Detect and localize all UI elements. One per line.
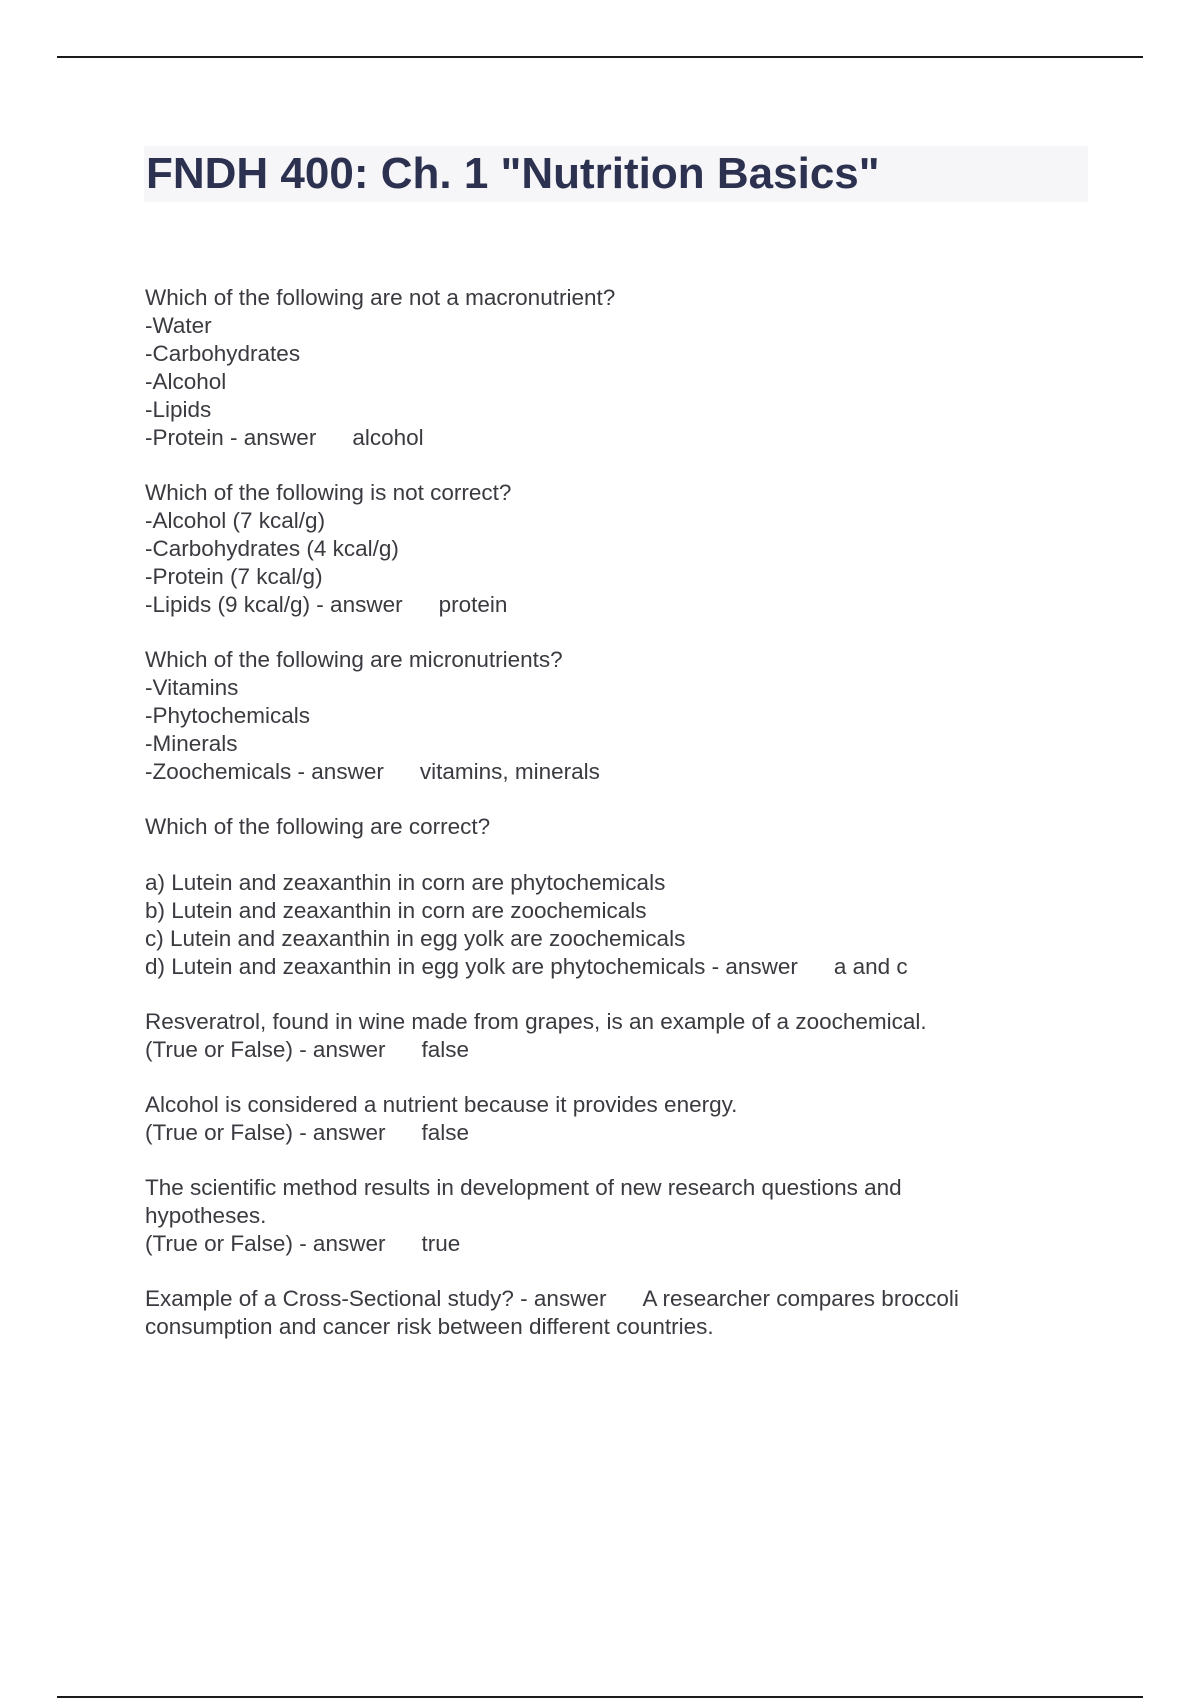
qa-list: [145, 284, 1045, 1368]
answer-text: false: [421, 1120, 469, 1145]
title-banner: [144, 146, 1088, 202]
top-rule: [57, 56, 1143, 58]
option-text: -Minerals: [145, 731, 238, 756]
answer-line: [145, 953, 1045, 981]
answer-line: [145, 1119, 1045, 1147]
answer-text: protein: [438, 592, 508, 617]
answer-text: alcohol: [352, 425, 424, 450]
answer-line: [145, 758, 1045, 786]
option-text: -Phytochemicals: [145, 703, 311, 728]
question-text: Alcohol is considered a nutrient because it provides energy.: [145, 1092, 738, 1117]
answer-line: [145, 1036, 1045, 1064]
option-text: -Carbohydrates: [145, 341, 301, 366]
answer-line: [145, 424, 1045, 452]
option-text: -Protein (7 kcal/g): [145, 564, 323, 589]
bottom-rule: [57, 1696, 1143, 1698]
question-text: The scientific method results in development of new research questions and hypotheses.: [145, 1175, 902, 1228]
question-text: Resveratrol, found in wine made from grapes, is an example of a zoochemical.: [145, 1009, 927, 1034]
answer-text: true: [421, 1231, 461, 1256]
option-text: -Lipids: [145, 397, 212, 422]
answer-text: A researcher compares broccoli consumption and cancer risk between different countries.: [145, 1286, 959, 1339]
answer-text: false: [421, 1037, 469, 1062]
option-text: -Alcohol: [145, 369, 227, 394]
option-text: a) Lutein and zeaxanthin in corn are phytochemicals: [145, 870, 666, 895]
qa-item: [145, 1174, 1045, 1258]
qa-item: [145, 646, 1045, 786]
answer-prompt: -Zoochemicals - answer: [145, 759, 384, 784]
question-text: Which of the following are correct?: [145, 814, 491, 839]
qa-item: [145, 479, 1045, 619]
page-title: FNDH 400: Ch. 1 "Nutrition Basics": [146, 149, 880, 198]
answer-line: [145, 591, 1045, 619]
answer-text: vitamins, minerals: [419, 759, 600, 784]
answer-prompt: d) Lutein and zeaxanthin in egg yolk are phytochemicals - answer: [145, 954, 798, 979]
qa-item: [145, 284, 1045, 452]
answer-line: [145, 1230, 1045, 1258]
option-text: -Vitamins: [145, 675, 239, 700]
option-text: -Alcohol (7 kcal/g): [145, 508, 326, 533]
answer-line: [145, 1285, 1045, 1341]
option-text: -Carbohydrates (4 kcal/g): [145, 536, 399, 561]
answer-text: a and c: [833, 954, 908, 979]
answer-prompt: (True or False) - answer: [145, 1231, 386, 1256]
qa-item: [145, 1285, 1045, 1341]
answer-prompt: -Protein - answer: [145, 425, 317, 450]
blank-line: [145, 841, 1045, 869]
option-text: c) Lutein and zeaxanthin in egg yolk are zoochemicals: [145, 926, 686, 951]
answer-prompt: -Lipids (9 kcal/g) - answer: [145, 592, 403, 617]
question-text: Which of the following are not a macronutrient?: [145, 285, 616, 310]
answer-prompt: (True or False) - answer: [145, 1037, 386, 1062]
qa-item: [145, 813, 1045, 981]
option-text: -Water: [145, 313, 212, 338]
qa-item: [145, 1091, 1045, 1147]
question-text: Example of a Cross-Sectional study? - answer: [145, 1286, 607, 1311]
question-text: Which of the following are micronutrients?: [145, 647, 563, 672]
question-text: Which of the following is not correct?: [145, 480, 512, 505]
answer-prompt: (True or False) - answer: [145, 1120, 386, 1145]
qa-item: [145, 1008, 1045, 1064]
option-text: b) Lutein and zeaxanthin in corn are zoochemicals: [145, 898, 647, 923]
